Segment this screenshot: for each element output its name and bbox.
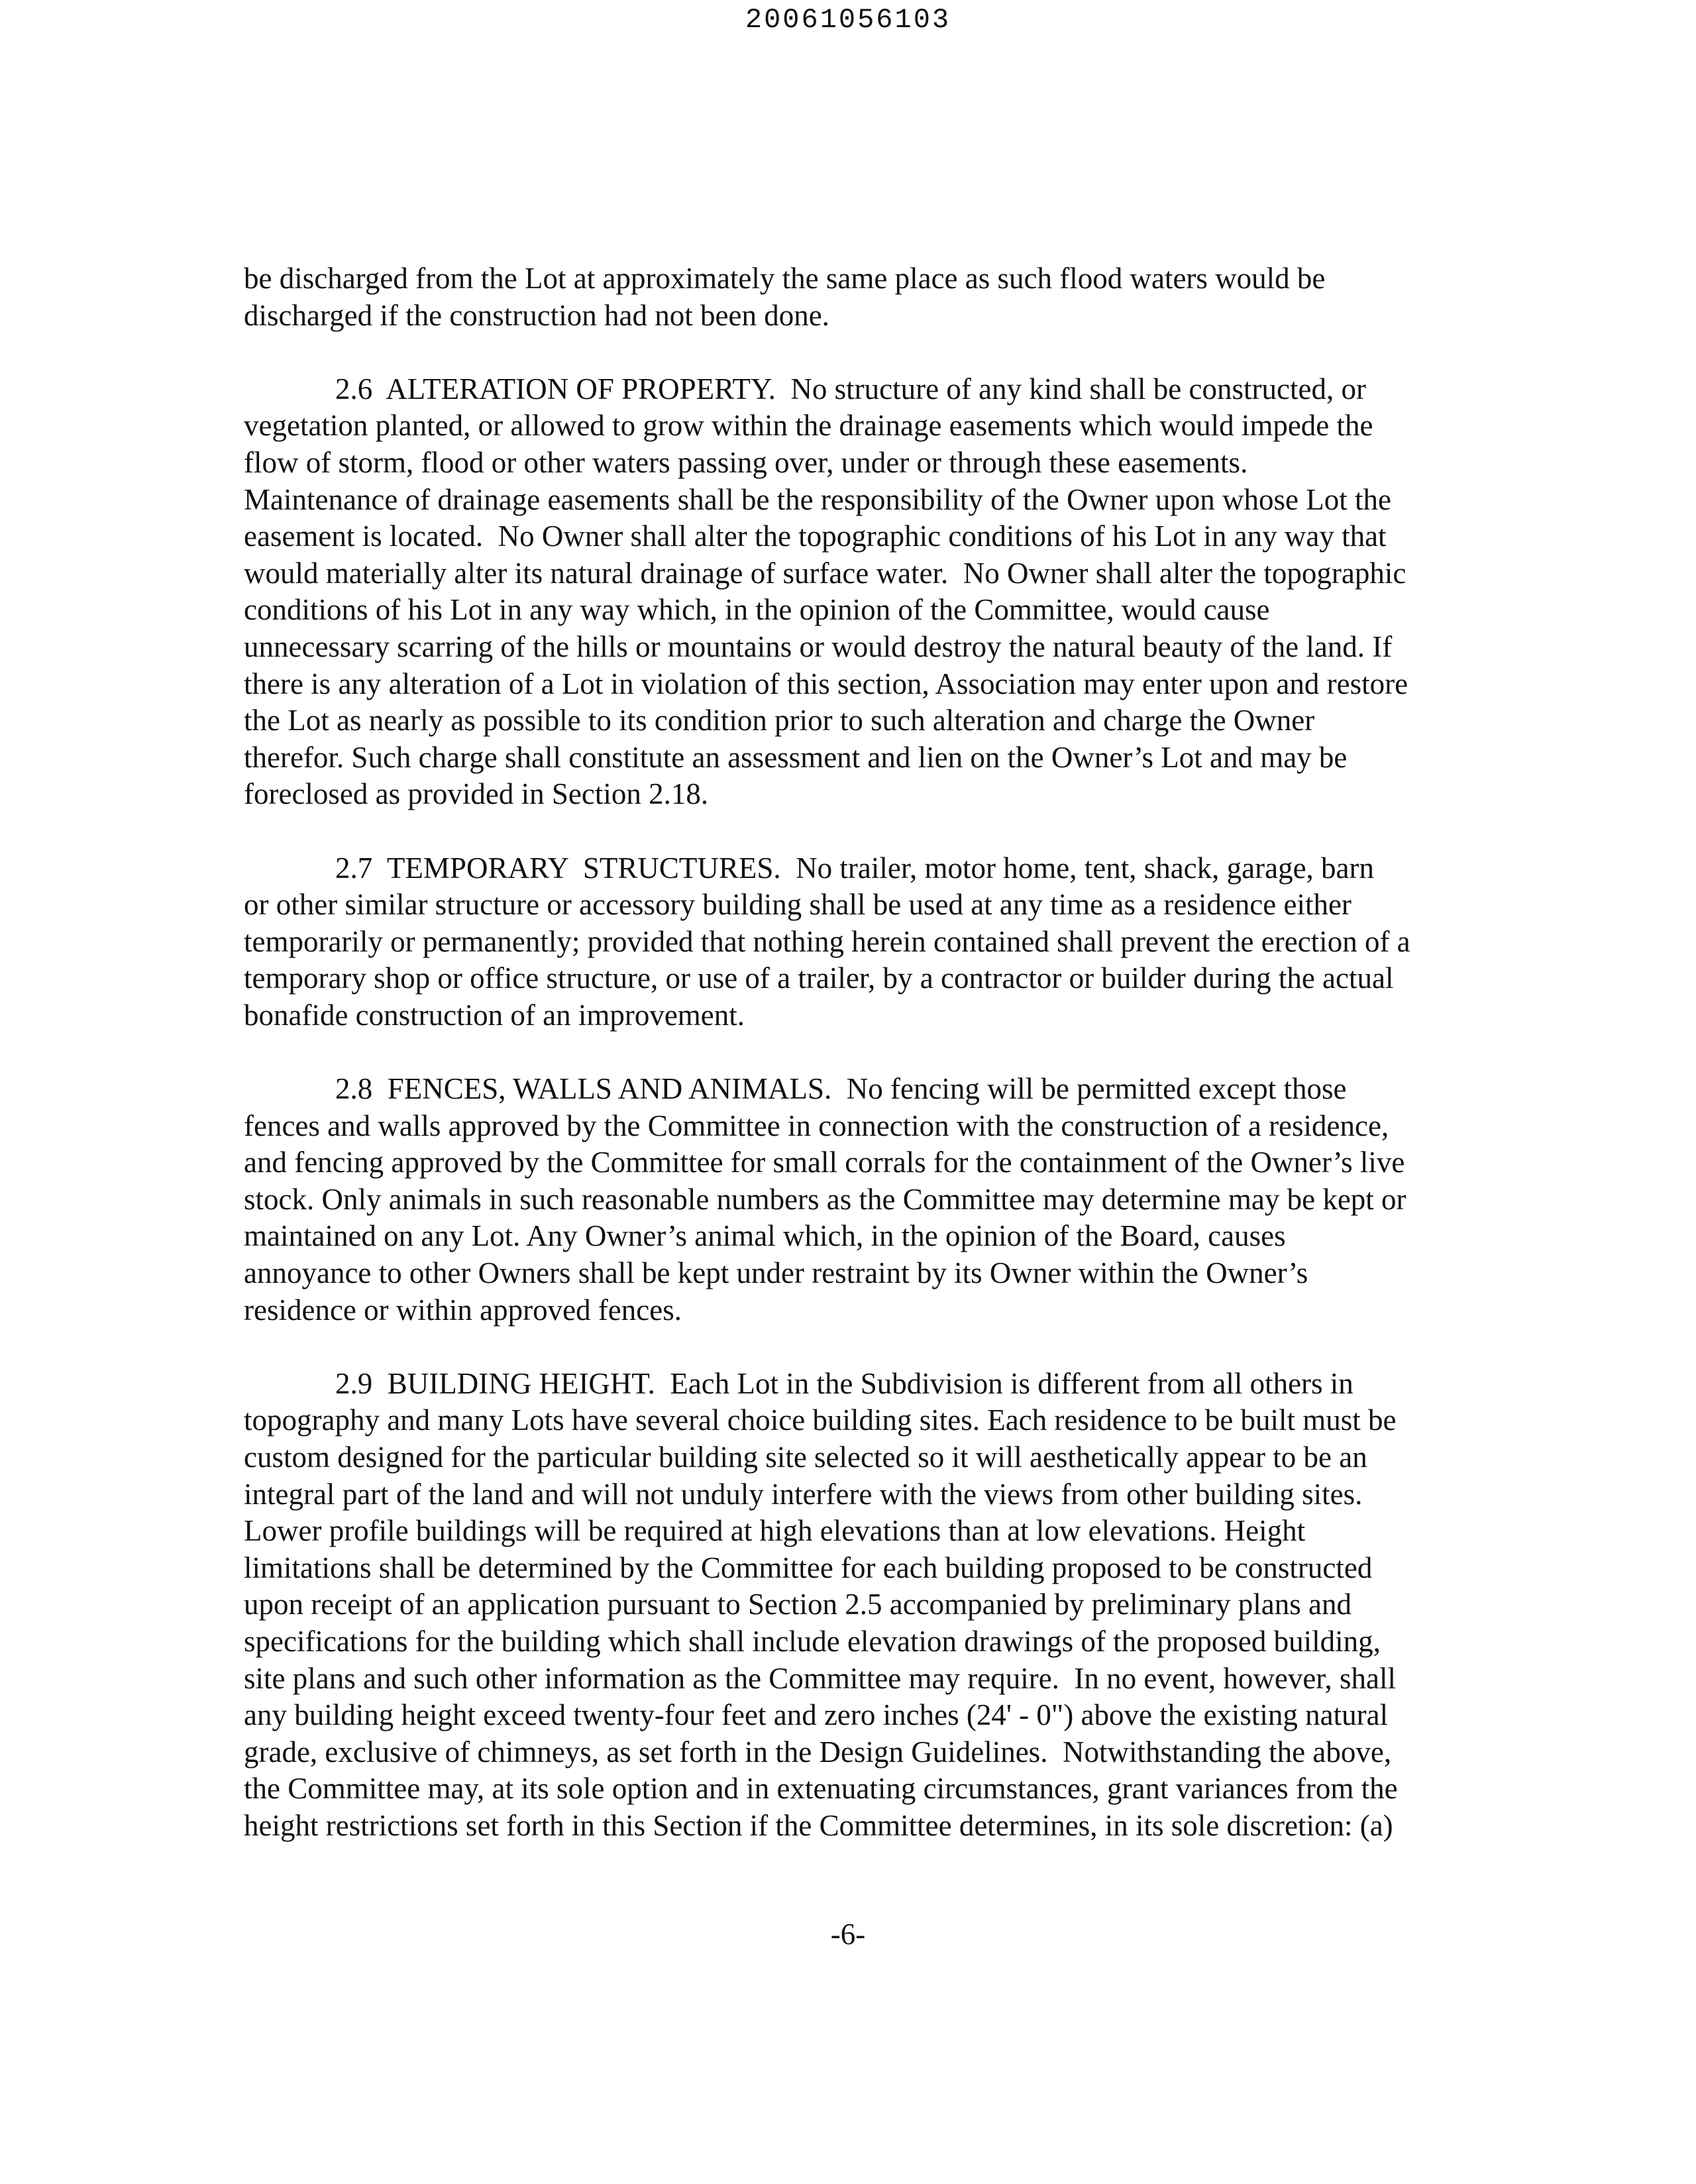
line-text: bonafide construction of an improvement.: [244, 998, 745, 1032]
line-text: there is any alteration of a Lot in violation of this section, Association may enter upon and restore: [244, 667, 1408, 700]
text-line: [244, 924, 1463, 961]
line-text: the Committee may, at its sole option and in extenuating circumstances, grant variances from the: [244, 1772, 1398, 1806]
text-line: [244, 739, 1463, 777]
text-line: [244, 776, 1463, 813]
line-text: custom designed for the particular building site selected so it will aesthetically appear to be an: [244, 1441, 1367, 1474]
text-line: [244, 960, 1463, 997]
line-text: specifications for the building which shall include elevation drawings of the proposed building,: [244, 1624, 1381, 1658]
text-line: [244, 1586, 1463, 1623]
text-line: [244, 850, 1463, 887]
line-text: and fencing approved by the Committee for small corrals for the containment of the Owner’s live: [244, 1146, 1405, 1179]
line-text: limitations shall be determined by the Committee for each building proposed to be constructed: [244, 1551, 1373, 1584]
text-line: be discharged from the Lot at approximately the same place as such flood waters would be: [244, 262, 1326, 295]
text-line: [244, 1181, 1463, 1219]
text-line: [244, 1218, 1463, 1255]
text-line: [244, 1734, 1463, 1771]
text-line: [244, 1808, 1463, 1845]
line-text: fences and walls approved by the Committee in connection with the construction of a residence,: [244, 1109, 1389, 1142]
line-text: or other similar structure or accessory building shall be used at any time as a residence either: [244, 888, 1352, 922]
line-text: would materially alter its natural drainage of surface water. No Owner shall alter the topographic: [244, 556, 1406, 590]
page-number: -6-: [830, 1918, 866, 1951]
section-2-8-paragraph: [244, 1071, 1463, 1329]
text-line: [244, 1292, 1463, 1329]
paragraph-gap: [244, 1329, 1463, 1366]
line-text: height restrictions set forth in this Section if the Committee determines, in its sole discretion: (a): [244, 1808, 1393, 1842]
text-line: [244, 1108, 1463, 1145]
line-text: 2.9 BUILDING HEIGHT. Each Lot in the Subdivision is different from all others in: [335, 1366, 1353, 1400]
text-line: [244, 371, 1463, 408]
text-line: [244, 702, 1463, 739]
paragraph-gap: [244, 1034, 1463, 1071]
line-text: therefor. Such charge shall constitute an assessment and lien on the Owner’s Lot and may be: [244, 740, 1348, 774]
text-line: [244, 1071, 1463, 1108]
line-text: temporarily or permanently; provided that nothing herein contained shall prevent the erection of a: [244, 924, 1410, 958]
line-text: site plans and such other information as the Committee may require. In no event, however, shall: [244, 1661, 1396, 1695]
text-line: [244, 482, 1463, 519]
text-line: discharged if the construction had not been done.: [244, 298, 829, 332]
text-line: [244, 1623, 1463, 1661]
line-text: residence or within approved fences.: [244, 1293, 682, 1327]
line-text: integral part of the land and will not unduly interfere with the views from other building sites.: [244, 1477, 1363, 1511]
text-line: [244, 887, 1463, 924]
text-line: [244, 1771, 1463, 1808]
line-text: annoyance to other Owners shall be kept under restraint by its Owner within the Owner’s: [244, 1256, 1308, 1290]
line-text: unnecessary scarring of the hills or mountains or would destroy the natural beauty of the land. If: [244, 629, 1393, 663]
line-text: vegetation planted, or allowed to grow within the drainage easements which would impede the: [244, 409, 1373, 443]
text-line: [244, 592, 1463, 629]
line-text: upon receipt of an application pursuant to Section 2.5 accompanied by preliminary plans and: [244, 1588, 1352, 1621]
text-line: [244, 1144, 1463, 1181]
line-text: topography and many Lots have several choice building sites. Each residence to be built must be: [244, 1403, 1397, 1437]
text-line: [244, 1697, 1463, 1734]
text-line: [244, 1476, 1463, 1513]
section-2-7-paragraph: [244, 850, 1463, 1034]
text-line: [244, 1513, 1463, 1550]
line-text: the Lot as nearly as possible to its condition prior to such alteration and charge the Owner: [244, 704, 1315, 737]
line-text: Maintenance of drainage easements shall be the responsibility of the Owner upon whose Lot the: [244, 482, 1391, 516]
line-text: maintained on any Lot. Any Owner’s animal which, in the opinion of the Board, causes: [244, 1219, 1286, 1253]
document-number: 20061056103: [745, 4, 951, 36]
continuation-paragraph: [244, 260, 1463, 334]
section-2-6-paragraph: [244, 371, 1463, 813]
text-line: [244, 1661, 1463, 1698]
line-text: easement is located. No Owner shall alter the topographic conditions of his Lot in any way that: [244, 519, 1387, 553]
paragraph-gap: [244, 813, 1463, 850]
line-text: foreclosed as provided in Section 2.18.: [244, 777, 709, 811]
text-line: [244, 1550, 1463, 1587]
section-2-9-paragraph: [244, 1366, 1463, 1845]
text-line: [244, 1255, 1463, 1292]
text-line: [244, 1402, 1463, 1439]
line-text: 2.6 ALTERATION OF PROPERTY. No structure of any kind shall be constructed, or: [335, 372, 1366, 406]
line-text: grade, exclusive of chimneys, as set forth in the Design Guidelines. Notwithstanding the above,: [244, 1735, 1392, 1769]
text-line: [244, 1366, 1463, 1403]
line-text: temporary shop or office structure, or use of a trailer, by a contractor or builder during the actual: [244, 961, 1394, 995]
line-text: stock. Only animals in such reasonable numbers as the Committee may determine may be kept or: [244, 1182, 1406, 1216]
text-line: [244, 408, 1463, 445]
line-text: any building height exceed twenty-four feet and zero inches (24' - 0") above the existing natural: [244, 1698, 1389, 1732]
line-text: Lower profile buildings will be required at high elevations than at low elevations. Height: [244, 1514, 1306, 1548]
text-line: [244, 997, 1463, 1034]
line-text: flow of storm, flood or other waters passing over, under or through these easements.: [244, 445, 1248, 479]
text-line: [244, 629, 1463, 666]
paragraph-gap: [244, 334, 1463, 371]
line-text: 2.8 FENCES, WALLS AND ANIMALS. No fencing will be permitted except those: [335, 1072, 1347, 1106]
text-line: [244, 555, 1463, 592]
text-line: [244, 1439, 1463, 1476]
document-body: [244, 260, 1463, 1845]
text-line: [244, 445, 1463, 482]
line-text: conditions of his Lot in any way which, in the opinion of the Committee, would cause: [244, 593, 1270, 627]
line-text: 2.7 TEMPORARY STRUCTURES. No trailer, motor home, tent, shack, garage, barn: [335, 851, 1375, 885]
text-line: [244, 518, 1463, 555]
text-line: [244, 666, 1463, 703]
